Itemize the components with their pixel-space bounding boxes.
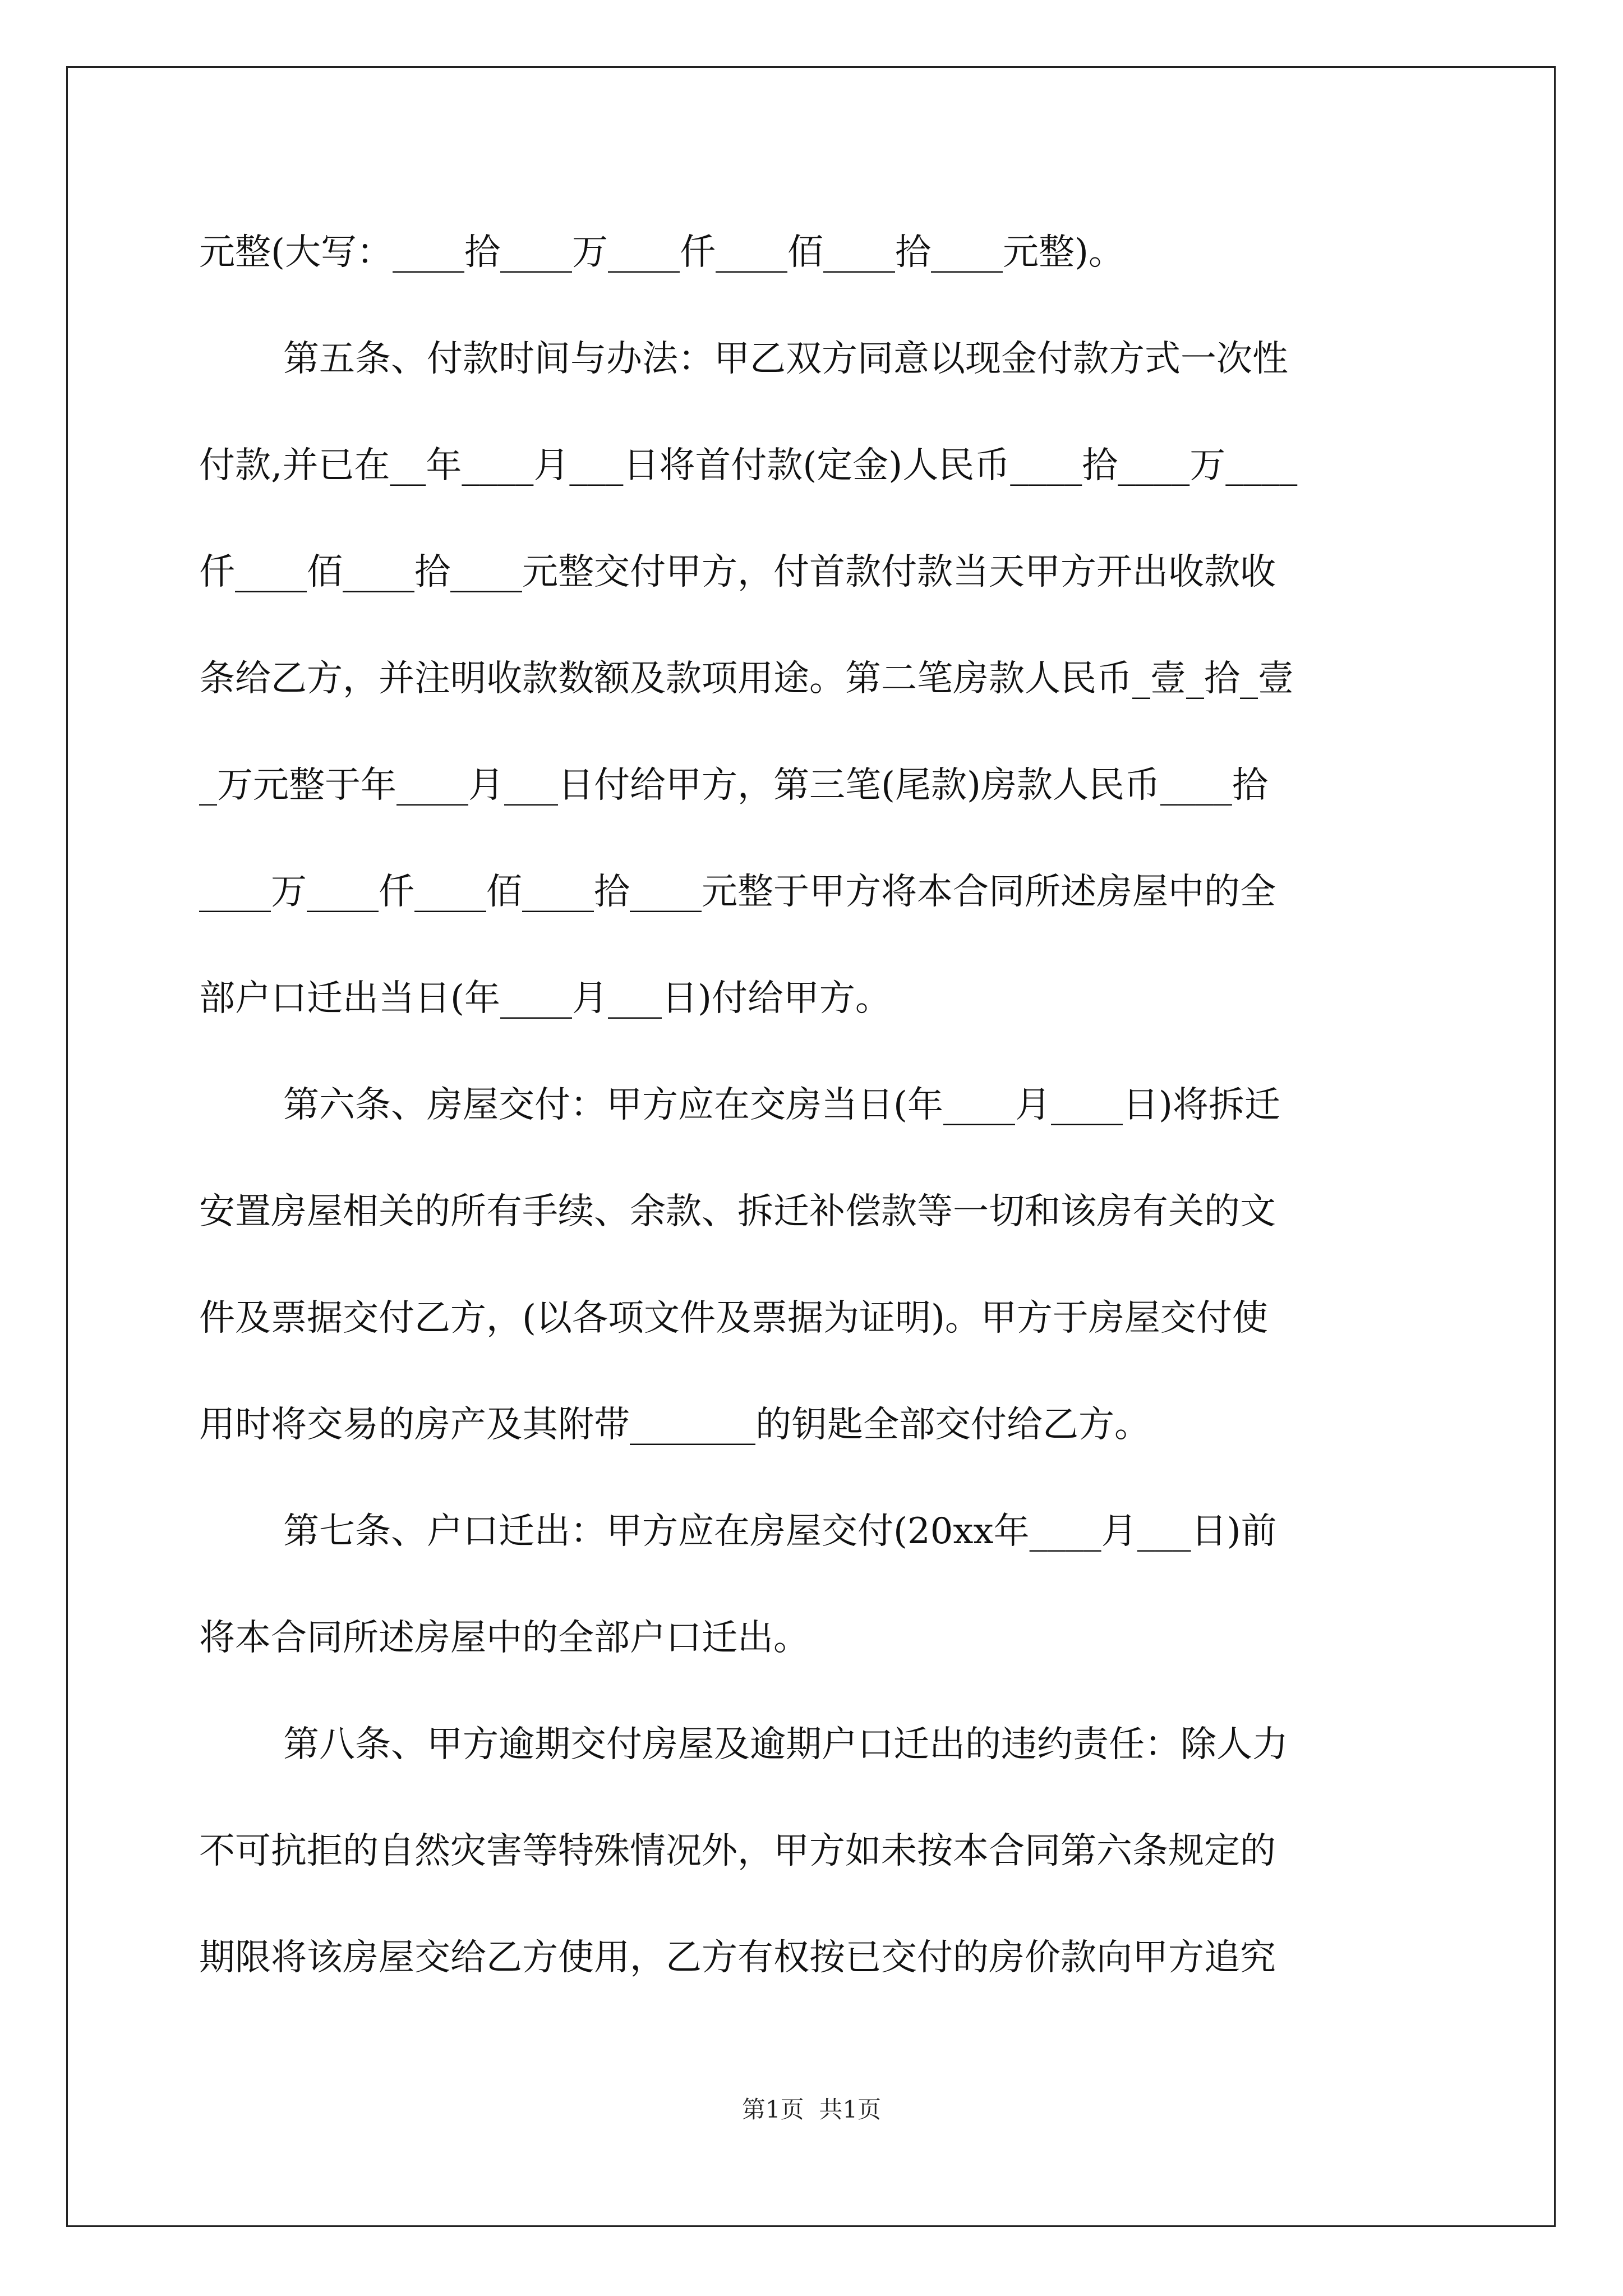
- text-line-5: 条给乙方，并注明收款数额及款项用途。第二笔房款人民币_壹_拾_壹: [199, 658, 1294, 700]
- clause-7-heading-line: 第七条、户口迁出：甲方应在房屋交付(20xx年____月___日)前: [283, 1511, 1277, 1552]
- text-line-3: 付款,并已在__年____月___日将首付款(定金)人民币____拾____万____: [199, 445, 1298, 486]
- page-number-footer: 第1页 共1页: [741, 2096, 882, 2123]
- text-line-11: 件及票据交付乙方，(以各项文件及票据为证明)。甲方于房屋交付使: [199, 1297, 1268, 1339]
- text-line-12: 用时将交易的房产及其附带_______的钥匙全部交付给乙方。: [199, 1404, 1150, 1446]
- clause-5-heading-line: 第五条、付款时间与办法：甲乙双方同意以现金付款方式一次性: [283, 338, 1288, 380]
- clause-8-heading-line: 第八条、甲方逾期交付房屋及逾期户口迁出的违约责任：除人力: [283, 1724, 1288, 1765]
- text-line-7: ____万____仟____佰____拾____元整于甲方将本合同所述房屋中的全: [199, 871, 1276, 913]
- text-line-1: 元整(大写：____拾____万____仟____佰____拾____元整)。: [199, 232, 1124, 273]
- text-line-14: 将本合同所述房屋中的全部户口迁出。: [199, 1617, 809, 1659]
- page-border: [66, 66, 1556, 2227]
- text-line-17: 期限将该房屋交给乙方使用，乙方有权按已交付的房价款向甲方追究: [199, 1937, 1276, 1978]
- text-line-10: 安置房屋相关的所有手续、余款、拆迁补偿款等一切和该房有关的文: [199, 1191, 1276, 1232]
- clause-6-heading-line: 第六条、房屋交付：甲方应在交房当日(年____月____日)将拆迁: [283, 1084, 1280, 1126]
- text-line-8: 部户口迁出当日(年____月___日)付给甲方。: [199, 978, 891, 1019]
- text-line-16: 不可抗拒的自然灾害等特殊情况外，甲方如未按本合同第六条规定的: [199, 1830, 1276, 1872]
- text-line-4: 仟____佰____拾____元整交付甲方，付首款付款当天甲方开出收款收: [199, 551, 1276, 593]
- text-line-6: _万元整于年____月___日付给甲方，第三笔(尾款)房款人民币____拾: [199, 765, 1268, 806]
